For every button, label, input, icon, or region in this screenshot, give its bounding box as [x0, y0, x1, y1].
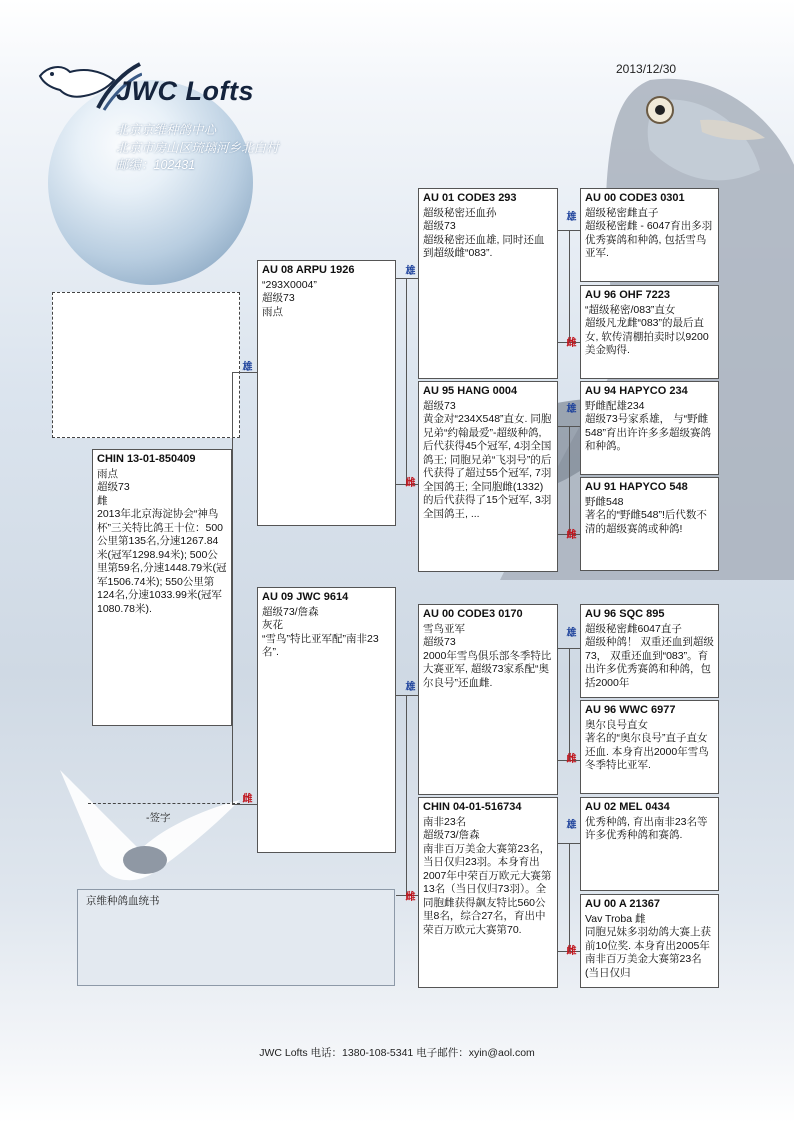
- great-grandparent-box: [580, 188, 719, 282]
- ring-number: AU 09 JWC 9614: [262, 591, 349, 603]
- pedigree-line: “超级秘密/083”直女: [585, 303, 676, 316]
- sex-marker-cock: 雄: [242, 362, 253, 373]
- ring-number: AU 96 WWC 6977: [585, 704, 676, 716]
- great-grandparent-box: [580, 894, 719, 988]
- sex-marker-hen: 雌: [566, 338, 577, 349]
- ring-number: AU 01 CODE3 293: [423, 192, 517, 204]
- pedigree-line: “293X0004”: [262, 278, 317, 291]
- pedigree-line: 超级秘密雌直子: [585, 206, 659, 219]
- certificate-label: 京维种鸽血统书: [86, 895, 160, 907]
- connector-line: [396, 695, 418, 696]
- signature-line: [88, 803, 240, 804]
- pedigree-line: 超级73/詹森: [262, 605, 319, 618]
- great-grandparent-box: [580, 797, 719, 891]
- ring-number: CHIN 04-01-516734: [423, 801, 522, 813]
- great-grandparent-box: [580, 700, 719, 794]
- sex-marker-cock: 雄: [405, 266, 416, 277]
- sex-marker-hen: 雌: [566, 754, 577, 765]
- ring-number: AU 95 HANG 0004: [423, 385, 518, 397]
- certificate-label-box: [77, 889, 395, 986]
- ring-number: CHIN 13-01-850409: [97, 453, 196, 465]
- ring-number: AU 96 SQC 895: [585, 608, 665, 620]
- pedigree-line: 雨点: [262, 305, 283, 318]
- ring-number: AU 00 CODE3 0170: [423, 608, 523, 620]
- pedigree-line: 著名的“奥尔良号”直子直女还血. 本身育出2000年雪鸟冬季特比亚军.: [585, 732, 709, 771]
- pedigree-line: 超级73: [262, 292, 295, 304]
- address-line: 北京市房山区琉璃河乡北白村: [116, 141, 279, 155]
- sex-marker-hen: 雌: [405, 478, 416, 489]
- pedigree-line: “雪鸟”特比亚军配”南非23名”.: [262, 632, 379, 658]
- sex-marker-hen: 雌: [566, 530, 577, 541]
- sex-marker-cock: 雄: [566, 820, 577, 831]
- connector-line: [232, 372, 233, 804]
- pedigree-line: 同胞兄妹多羽幼鸽大赛上获前10位奖. 本身育出2005年南非百万美金大赛第23名(当日仅归: [585, 926, 711, 979]
- sire-dam-pedigree-box: [418, 381, 558, 572]
- pedigree-line: Vav Troba 雌: [585, 912, 646, 925]
- logo-text: JWC Lofts: [116, 76, 254, 106]
- pedigree-line: 超级秘密还血雄, 同时还血到超级雌“083”.: [423, 233, 545, 259]
- ring-number: AU 08 ARPU 1926: [262, 264, 355, 276]
- pedigree-line: 野雌548: [585, 495, 624, 508]
- sex-marker-cock: 雄: [566, 628, 577, 639]
- connector-line: [558, 230, 580, 231]
- address-line: 邮编：102431: [116, 158, 196, 172]
- pedigree-line: 优秀种鸽, 育出南非23名等许多优秀种鸽和赛鸽.: [585, 815, 708, 841]
- pedigree-line: 超级凡龙雌“083”的最后直女, 软传清棚拍卖时以9200美金购得.: [585, 317, 709, 356]
- ring-number: AU 91 HAPYCO 548: [585, 481, 688, 493]
- great-grandparent-box: [580, 381, 719, 475]
- pedigree-line: 奥尔良号直女: [585, 718, 648, 731]
- dam-pedigree-box: [257, 587, 396, 853]
- photo-placeholder: [52, 292, 240, 438]
- pedigree-line: 超级73: [423, 399, 456, 412]
- sex-marker-cock: 雄: [405, 682, 416, 693]
- pedigree-line: 超级秘密还血孙: [423, 206, 497, 219]
- connector-line: [558, 648, 580, 649]
- pedigree-line: 超级73: [423, 220, 456, 232]
- ring-number: AU 00 CODE3 0301: [585, 192, 685, 204]
- pedigree-line: 2013年北京海淀协会“神鸟杯”三关特比鸽王十位：500公里第135名,分速1267.84米(冠军1298.94米); 500公里第59名,分速1448.79米(冠军1506.74米); 550公里第124名,分速1033.99米(冠军1080.78米).: [97, 508, 227, 615]
- connector-line: [406, 278, 407, 484]
- pedigree-line: 雌: [97, 494, 108, 507]
- pedigree-line: 野雌配雄234: [585, 399, 645, 412]
- dam-sire-pedigree-box: [418, 604, 558, 795]
- great-grandparent-box: [580, 604, 719, 698]
- footer-contact: JWC Lofts 电话：1380-108-5341 电子邮件：xyin@aol.com: [259, 1047, 535, 1059]
- connector-line: [406, 695, 407, 895]
- connector-line: [396, 278, 418, 279]
- pedigree-line: 超级秘密雌 - 6047育出多羽优秀赛鸽和种鸽, 包括雪鸟亚军.: [585, 220, 713, 259]
- sire-sire-pedigree-box: [418, 188, 558, 379]
- connector-line: [569, 426, 570, 534]
- sex-marker-cock: 雄: [566, 212, 577, 223]
- great-grandparent-box: [580, 285, 719, 379]
- pedigree-line: 南非23名: [423, 815, 467, 828]
- sex-marker-hen: 雌: [242, 794, 253, 805]
- ring-number: AU 00 A 21367: [585, 898, 661, 910]
- connector-line: [569, 648, 570, 760]
- pedigree-line: 雨点: [97, 467, 118, 480]
- pedigree-line: 雪鸟亚军: [423, 622, 465, 635]
- connector-line: [569, 230, 570, 342]
- pedigree-line: 超级种鸽！ 双重还血到超级73， 双重还血到“083”。育出许多优秀赛鸽和种鸽，包括2000年: [585, 636, 714, 689]
- pedigree-line: 超级73: [423, 636, 456, 648]
- pedigree-line: 超级73号家系雄， 与“野雌548”育出许许多多超级赛鸽和种鸽。: [585, 413, 712, 452]
- ring-number: AU 94 HAPYCO 234: [585, 385, 688, 397]
- date: 2013/12/30: [616, 62, 677, 76]
- pedigree-line: 超级73: [97, 481, 130, 493]
- flying-pigeon-illustration: [40, 760, 250, 890]
- address-line: 北京京维种鸽中心: [116, 123, 217, 137]
- pedigree-line: 2000年雪鸟俱乐部冬季特比大赛亚军, 超级73家系配“奥尔良号”还血雌.: [423, 649, 552, 689]
- pedigree-line: 超级73/詹森: [423, 829, 480, 841]
- pedigree-line: 著名的“野雌548”!后代数不清的超级赛鸽或种鸽!: [585, 509, 707, 535]
- pedigree-line: 黄金对“234X548”直女. 同胞兄弟“约翰最爱”-超级种鸽, 后代获得45个冠军, 4羽全国鸽王; 同胞兄弟“飞羽号”的后代获得了超过55个冠军, 7羽全国鸽王; 全同胞雌(1332)的后代获得了15个冠军, 3羽全国鸽王, ...: [423, 413, 552, 520]
- sex-marker-hen: 雌: [566, 946, 577, 957]
- ring-number: AU 96 OHF 7223: [585, 289, 670, 301]
- great-grandparent-box: [580, 477, 719, 571]
- signature-label: -签字: [146, 812, 171, 824]
- connector-line: [558, 843, 580, 844]
- sire-pedigree-box: [257, 260, 396, 526]
- pedigree-line: 超级秘密雌6047直子: [585, 622, 682, 635]
- pedigree-line: 灰花: [262, 619, 283, 631]
- sex-marker-hen: 雌: [405, 892, 416, 903]
- pedigree-line: 南非百万美金大赛第23名，当日仅归23羽。本身育出2007年中荣百万欧元大赛第13名（当日仅归73羽）。全同胞雌获得飙友特比560公里8名，综合27名，育出中荣百万欧元大赛第70.: [423, 842, 552, 936]
- connector-line: [569, 843, 570, 951]
- sex-marker-cock: 雄: [566, 404, 577, 415]
- connector-line: [558, 426, 580, 427]
- dam-dam-pedigree-box: [418, 797, 558, 988]
- subject-pedigree-box: [92, 449, 232, 726]
- ring-number: AU 02 MEL 0434: [585, 801, 670, 813]
